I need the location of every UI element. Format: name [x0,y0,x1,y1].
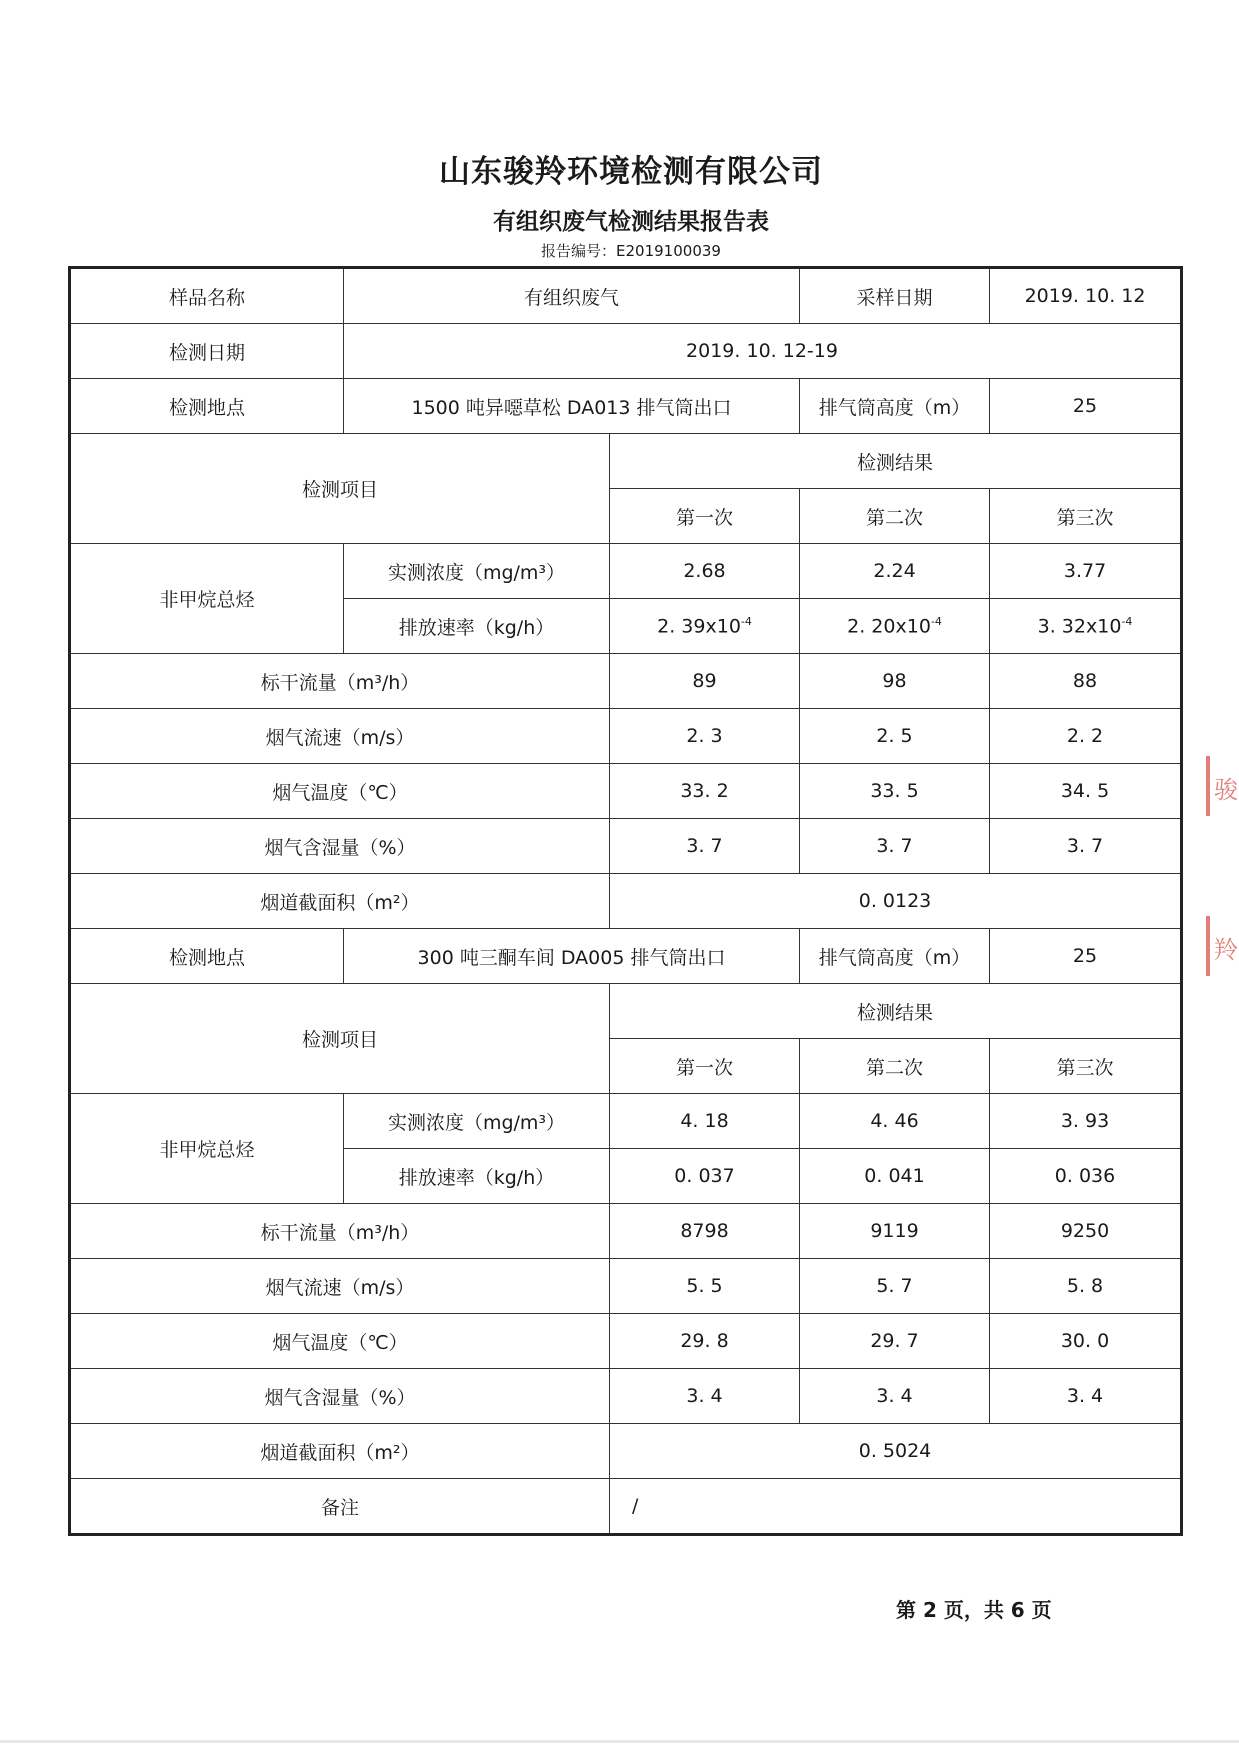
flow-label: 标干流量（m³/h） [70,1204,610,1259]
rate-run-1: 0. 037 [610,1149,800,1204]
remarks-label: 备注 [70,1479,610,1535]
location-row [70,379,1182,434]
temp-run-1: 29. 8 [610,1314,800,1369]
rate-mantissa: 2. 39x10 [657,615,741,638]
report-subtitle: 有组织废气检测结果报告表 [493,209,769,235]
flow-run-1: 8798 [610,1204,800,1259]
conc-run-3: 3. 93 [990,1094,1182,1149]
temp-run-2: 29. 7 [800,1314,990,1369]
speed-run-1: 2. 3 [610,709,800,764]
moisture-run-2: 3. 4 [800,1369,990,1424]
speed-run-2: 5. 7 [800,1259,990,1314]
remarks-value: / [610,1479,1182,1535]
moisture-row [70,1369,1182,1424]
rate-run-2: 0. 041 [800,1149,990,1204]
run-1-header: 第一次 [610,489,800,544]
moisture-row [70,819,1182,874]
flow-row [70,1204,1182,1259]
run-3-header: 第三次 [990,489,1182,544]
temp-run-3: 34. 5 [990,764,1182,819]
conc-row [70,544,1182,599]
run-3-header: 第三次 [990,1039,1182,1094]
seal-fragment-icon: 羚 [1214,936,1238,964]
moisture-run-2: 3. 7 [800,819,990,874]
flow-run-1: 89 [610,654,800,709]
stack-height-value: 25 [990,929,1182,984]
temp-label: 烟气温度（℃） [70,1314,610,1369]
location-label: 检测地点 [70,379,344,434]
moisture-run-1: 3. 7 [610,819,800,874]
flow-run-2: 98 [800,654,990,709]
conc-label: 实测浓度（mg/m³） [344,544,610,599]
conc-run-2: 2.24 [800,544,990,599]
results-table [68,266,1183,1536]
pollutant-name: 非甲烷总烃 [70,1094,344,1204]
conc-run-1: 2.68 [610,544,800,599]
conc-label: 实测浓度（mg/m³） [344,1094,610,1149]
rate-exponent: -4 [1121,614,1133,628]
run-2-header: 第二次 [800,489,990,544]
area-label: 烟道截面积（m²） [70,1424,610,1479]
item-header: 检测项目 [70,434,610,544]
sample-name-value: 有组织废气 [344,268,800,324]
scan-edge [0,1740,1239,1743]
temp-label: 烟气温度（℃） [70,764,610,819]
run-1-header: 第一次 [610,1039,800,1094]
header-row [70,984,1182,1039]
rate-run-1 [610,599,800,654]
moisture-run-3: 3. 4 [990,1369,1182,1424]
page-number: 第 2 页，共 6 页 [896,1598,1052,1622]
speed-label: 烟气流速（m/s） [70,1259,610,1314]
flow-row [70,654,1182,709]
conc-run-1: 4. 18 [610,1094,800,1149]
temp-row [70,764,1182,819]
run-2-header: 第二次 [800,1039,990,1094]
moisture-label: 烟气含湿量（%） [70,819,610,874]
temp-run-1: 33. 2 [610,764,800,819]
rate-exponent: -4 [930,614,942,628]
flow-label: 标干流量（m³/h） [70,654,610,709]
rate-label: 排放速率（kg/h） [344,1149,610,1204]
sampling-date-label: 采样日期 [800,268,990,324]
temp-run-3: 30. 0 [990,1314,1182,1369]
report-number: 报告编号：E2019100039 [541,242,721,260]
pollutant-name: 非甲烷总烃 [70,544,344,654]
area-value: 0. 5024 [610,1424,1182,1479]
stack-height-value: 25 [990,379,1182,434]
speed-row [70,1259,1182,1314]
location-row [70,929,1182,984]
stack-height-label: 排气筒高度（m） [800,379,990,434]
flow-run-3: 9250 [990,1204,1182,1259]
stack-height-label: 排气筒高度（m） [800,929,990,984]
result-header: 检测结果 [610,984,1182,1039]
temp-row [70,1314,1182,1369]
flow-run-2: 9119 [800,1204,990,1259]
conc-run-3: 3.77 [990,544,1182,599]
item-header: 检测项目 [70,984,610,1094]
sample-name-label: 样品名称 [70,268,344,324]
rate-mantissa: 2. 20x10 [847,615,931,638]
location-value: 1500 吨异噁草松 DA013 排气筒出口 [344,379,800,434]
area-label: 烟道截面积（m²） [70,874,610,929]
speed-run-3: 5. 8 [990,1259,1182,1314]
info-row-sample [70,268,1182,324]
speed-run-2: 2. 5 [800,709,990,764]
speed-run-3: 2. 2 [990,709,1182,764]
temp-run-2: 33. 5 [800,764,990,819]
header-row [70,434,1182,489]
rate-mantissa: 3. 32x10 [1037,615,1122,638]
area-row [70,874,1182,929]
area-value: 0. 0123 [610,874,1182,929]
location-value: 300 吨三酮车间 DA005 排气筒出口 [344,929,800,984]
rate-run-3: 0. 036 [990,1149,1182,1204]
moisture-run-1: 3. 4 [610,1369,800,1424]
rate-exponent: -4 [740,614,752,628]
test-date-label: 检测日期 [70,324,344,379]
conc-run-2: 4. 46 [800,1094,990,1149]
moisture-label: 烟气含湿量（%） [70,1369,610,1424]
speed-row [70,709,1182,764]
speed-label: 烟气流速（m/s） [70,709,610,764]
result-header: 检测结果 [610,434,1182,489]
seal-fragment-icon: 骏 [1214,776,1238,804]
conc-row [70,1094,1182,1149]
test-date-value: 2019. 10. 12-19 [344,324,1182,379]
flow-run-3: 88 [990,654,1182,709]
sampling-date-value: 2019. 10. 12 [990,268,1182,324]
rate-label: 排放速率（kg/h） [344,599,610,654]
company-name: 山东骏羚环境检测有限公司 [439,154,823,190]
area-row [70,1424,1182,1479]
moisture-run-3: 3. 7 [990,819,1182,874]
rate-run-2 [800,599,990,654]
remarks-row [70,1479,1182,1535]
rate-run-3 [990,599,1182,654]
info-row-test-date [70,324,1182,379]
speed-run-1: 5. 5 [610,1259,800,1314]
location-label: 检测地点 [70,929,344,984]
